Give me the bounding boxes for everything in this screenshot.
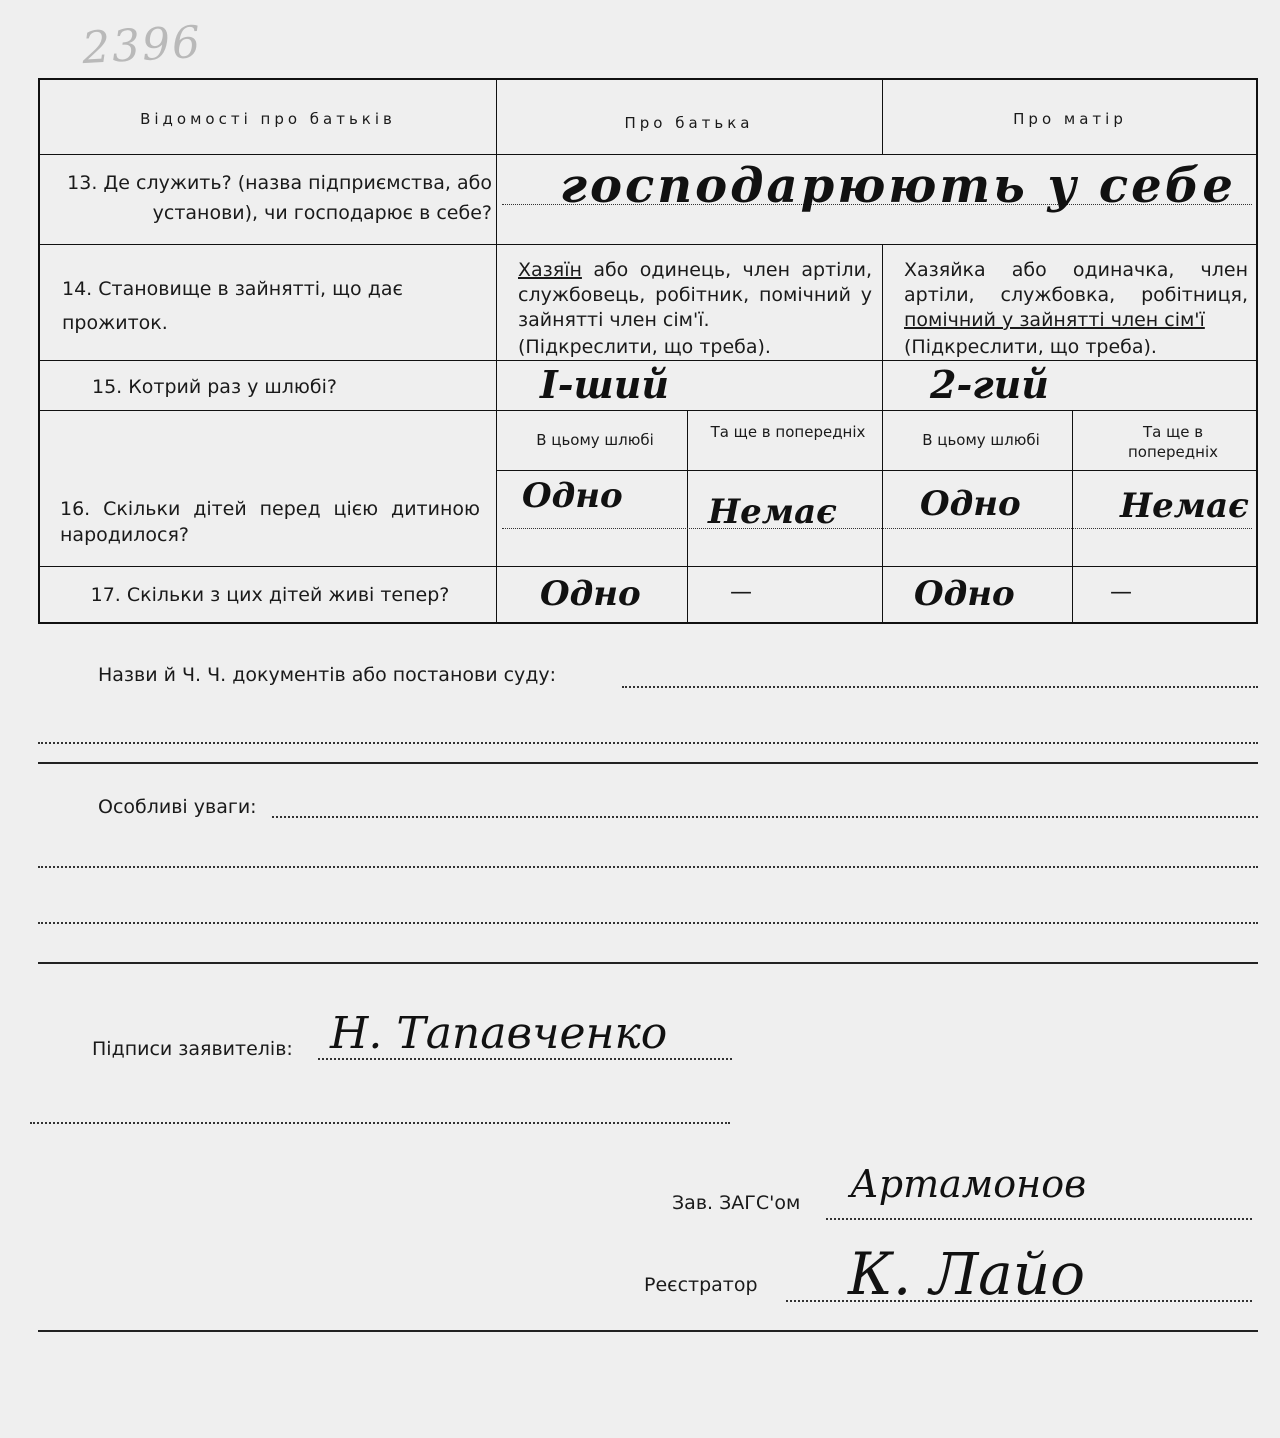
- row17-father-this: Одно: [540, 574, 641, 614]
- row17-mother-this: Одно: [914, 574, 1015, 614]
- head-label: Зав. ЗАГС'ом: [672, 1192, 801, 1214]
- remarks-label: Особливі уваги:: [98, 796, 257, 818]
- remarks-line-1[interactable]: [272, 816, 1258, 818]
- subheader-divider: [496, 470, 1256, 471]
- row16-father-sub-prev: Та ще в попередніх: [710, 423, 866, 441]
- row-divider: [40, 360, 1256, 361]
- row-divider: [40, 410, 1256, 411]
- section-rule: [38, 962, 1258, 964]
- row17-label: 17. Скільки з цих дітей живі тепер?: [90, 584, 450, 606]
- header-parents-info: Відомості про батьків: [140, 110, 396, 128]
- head-signature: Артамонов: [850, 1162, 1087, 1206]
- header-father: Про батька: [624, 114, 754, 132]
- row-divider: [40, 566, 1256, 567]
- row16-mother-this: Одно: [920, 484, 1021, 524]
- row16-mother-sub-prev: Та ще в попередніх: [1128, 423, 1218, 461]
- row14-mother-note: (Підкреслити, що треба).: [904, 336, 1157, 358]
- signatures-label: Підписи заявителів:: [92, 1038, 293, 1060]
- row-divider: [40, 244, 1256, 245]
- row14-mother-text: Хазяйка або одиначка, член артіли, службовка, робітниця,: [904, 259, 1248, 306]
- remarks-line-2[interactable]: [38, 866, 1258, 868]
- section-rule: [38, 762, 1258, 764]
- documents-label: Назви й Ч. Ч. документів або постанови суду:: [98, 664, 557, 686]
- applicant-signature: Н. Тапавченко: [330, 1008, 668, 1059]
- row15-mother: 2-гий: [930, 362, 1049, 407]
- row14-father-underlined: Хазяїн: [518, 259, 582, 281]
- row16-fill-line: [502, 528, 1252, 529]
- row16-father-prev: Немає: [708, 492, 837, 532]
- registrar-signature: К. Лайо: [848, 1240, 1086, 1308]
- remarks-line-3[interactable]: [38, 922, 1258, 924]
- registrar-label: Реєстратор: [644, 1274, 758, 1296]
- row14-mother-underlined: помічний у зайнятті член сім'ї: [904, 309, 1205, 331]
- documents-line-2[interactable]: [38, 742, 1258, 744]
- row16-mother-sub-this: В цьому шлюбі: [922, 431, 1040, 449]
- row16-label: 16. Скільки дітей перед цією дитиною народилося?: [60, 498, 480, 546]
- header-mother: Про матір: [1013, 110, 1127, 128]
- column-divider: [496, 80, 497, 622]
- row14-mother-options: [904, 258, 1248, 360]
- column-divider: [687, 410, 688, 622]
- row17-father-prev: —: [730, 580, 752, 605]
- row17-mother-prev: —: [1110, 580, 1132, 605]
- column-divider: [882, 244, 883, 622]
- column-divider: [1072, 410, 1073, 622]
- documents-line-1[interactable]: [622, 686, 1258, 688]
- parents-info-table: [38, 78, 1258, 624]
- row14-father-note: (Підкреслити, що треба).: [518, 336, 771, 358]
- row-divider: [40, 154, 1256, 155]
- row16-father-this: Одно: [522, 476, 623, 516]
- row13-answer: господарюють у себе: [560, 158, 1236, 214]
- row14-father-options: [518, 258, 872, 360]
- row13-label: 13. Де служить? (назва підприємства, або установи), чи господарює в себе?: [67, 172, 492, 224]
- pencil-archive-number: 2396: [80, 16, 204, 75]
- row15-label: 15. Котрий раз у шлюбі?: [92, 376, 337, 398]
- row14-father-rest: або одинець, член артіли, службовець, робітник, помічний у зайнятті член сім'ї.: [518, 259, 872, 331]
- row16-father-sub-this: В цьому шлюбі: [536, 431, 654, 449]
- row15-father: I-ший: [540, 362, 670, 407]
- row14-label: 14. Становище в зайнятті, що дає прожиток.: [62, 278, 403, 334]
- head-signature-line[interactable]: [826, 1218, 1252, 1220]
- bottom-rule: [38, 1330, 1258, 1332]
- row16-mother-prev: Немає: [1120, 486, 1249, 526]
- signatures-line-2[interactable]: [30, 1122, 730, 1124]
